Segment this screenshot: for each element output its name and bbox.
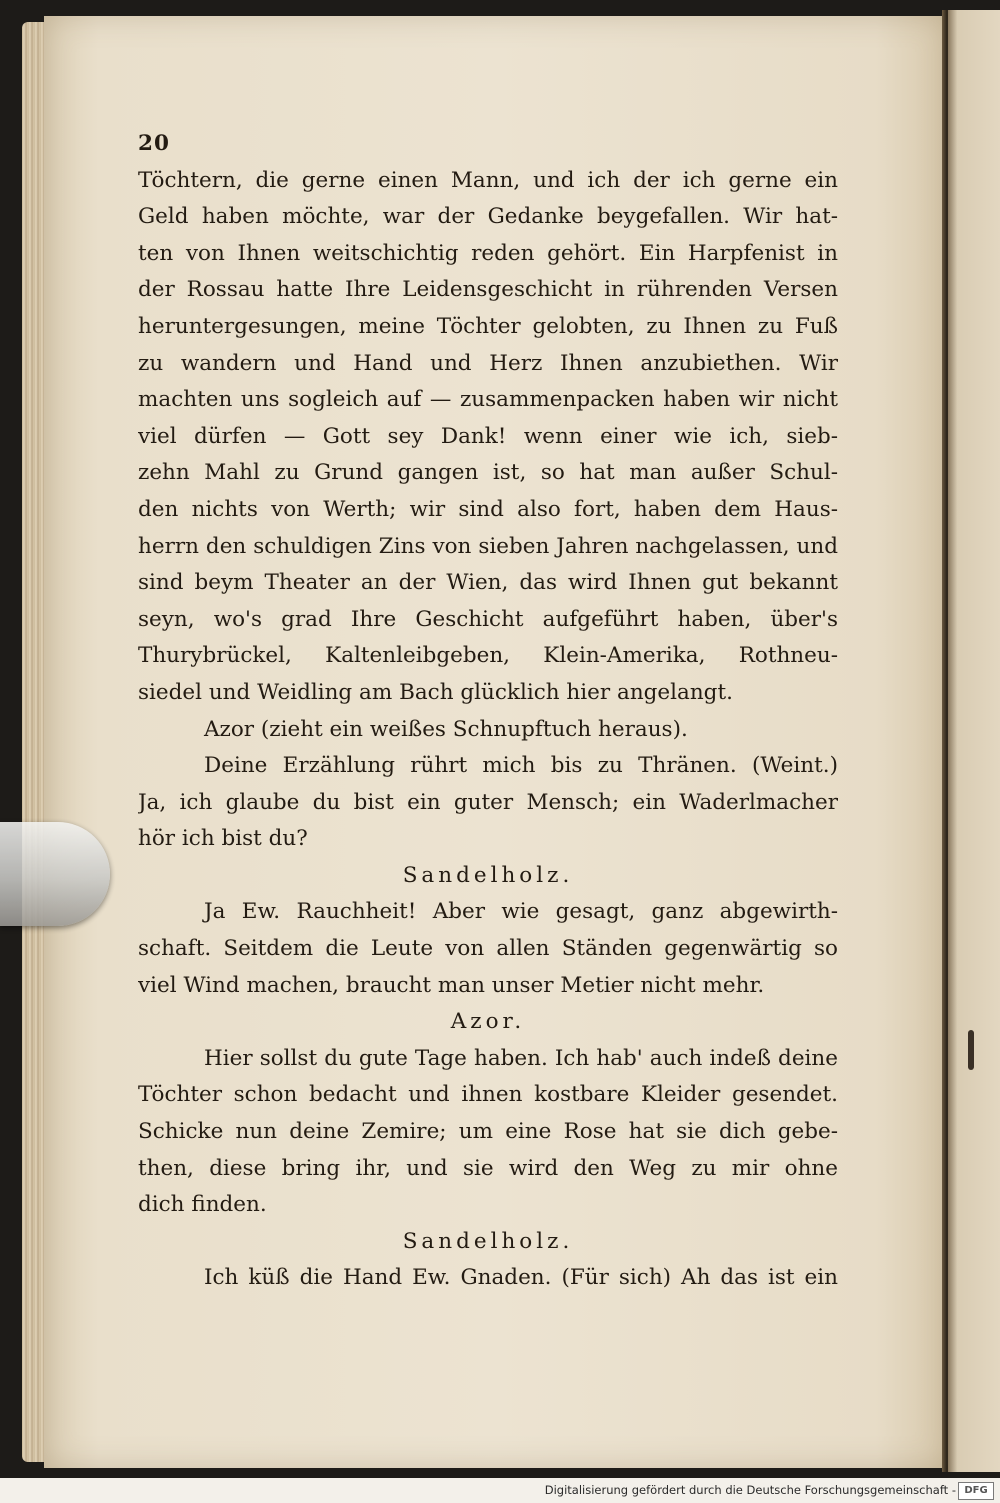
dfg-logo-icon: DFG [958,1482,994,1500]
text-line: zehn Mahl zu Grund gangen ist, so hat man außer Schul- [138,460,838,486]
text-line: viel dürfen — Gott sey Dank! wenn einer wie ich, sieb- [138,423,838,449]
speaker-name: Sandelholz. [402,1228,574,1254]
text-line: dich finden. [138,1192,267,1218]
next-page-edge [948,10,1000,1472]
text-line: heruntergesungen, meine Töchter gelobten, zu Ihnen zu Fuß [138,313,838,339]
text-line: Geld haben möchte, war der Gedanke beygefallen. Wir hat- [138,204,838,230]
text-line: machten uns sogleich auf — zusammenpacken haben wir nicht [138,387,838,413]
text-line: der Rossau hatte Ihre Leidensgeschicht in rührenden Versen [138,277,838,303]
text-line: then, diese bring ihr, und sie wird den Weg zu mir ohne [138,1155,838,1181]
speech-azor-2 [138,1041,838,1224]
text-line: hör ich bist du? [138,826,308,852]
text-line: den nichts von Werth; wir sind also fort, haben dem Haus- [138,496,838,522]
stage-direction-azor: Azor (zieht ein weißes Schnupftuch heraus). [204,716,688,742]
speaker-name: Sandelholz. [402,862,574,888]
text-line: Ja Ew. Rauchheit! Aber wie gesagt, ganz abgewirth- [204,899,838,925]
text-line: ten von Ihnen weitschichtig reden gehört. Ein Harpfenist in [138,240,838,266]
page-text [138,126,838,1297]
text-line: Schicke nun deine Zemire; um eine Rose hat sie dich gebe- [138,1119,838,1145]
text-line: Hier sollst du gute Tage haben. Ich hab' auch indeß deine [204,1045,838,1071]
text-line: Thurybrückel, Kaltenleibgeben, Klein-Amerika, Rothneu- [138,643,838,669]
page-number: 20 [138,131,170,156]
speech-sandelholz-2: Ich küß die Hand Ew. Gnaden. (Für sich) Ah das ist ein [204,1265,838,1291]
text-line: Ja, ich glaube du bist ein guter Mensch; ein Waderlmacher [138,789,838,815]
footer-bar [0,1478,1000,1503]
text-line: siedel und Weidling am Bach glücklich hier angelangt. [138,679,733,705]
text-line: schaft. Seitdem die Leute von allen Ständen gegenwärtig so [138,936,838,962]
text-line: sind beym Theater an der Wien, das wird Ihnen gut bekannt [138,570,838,596]
text-line: herrn den schuldigen Zins von sieben Jahren nachgelassen, und [138,533,838,559]
text-line: viel Wind machen, braucht man unser Metier nicht mehr. [138,972,765,998]
speaker-name: Azor. [450,1009,526,1035]
text-line: Töchter schon bedacht und ihnen kostbare Kleider gesendet. [138,1082,838,1108]
text-line: seyn, wo's grad Ihre Geschicht aufgeführt haben, über's [138,606,838,632]
speech-azor-1 [138,748,838,858]
text-line: Töchtern, die gerne einen Mann, und ich der ich gerne ein [138,167,838,193]
text-line: Deine Erzählung rührt mich bis zu Thränen. (Weint.) [204,753,838,779]
narrative-paragraph [138,163,838,712]
funding-notice: Digitalisierung gefördert durch die Deutsche Forschungsgemeinschaft - [544,1483,956,1497]
page-clip [0,822,110,926]
text-line: zu wandern und Hand und Herz Ihnen anzubiethen. Wir [138,350,838,376]
speech-sandelholz-1 [138,894,838,1004]
binding-thread [968,1030,974,1070]
